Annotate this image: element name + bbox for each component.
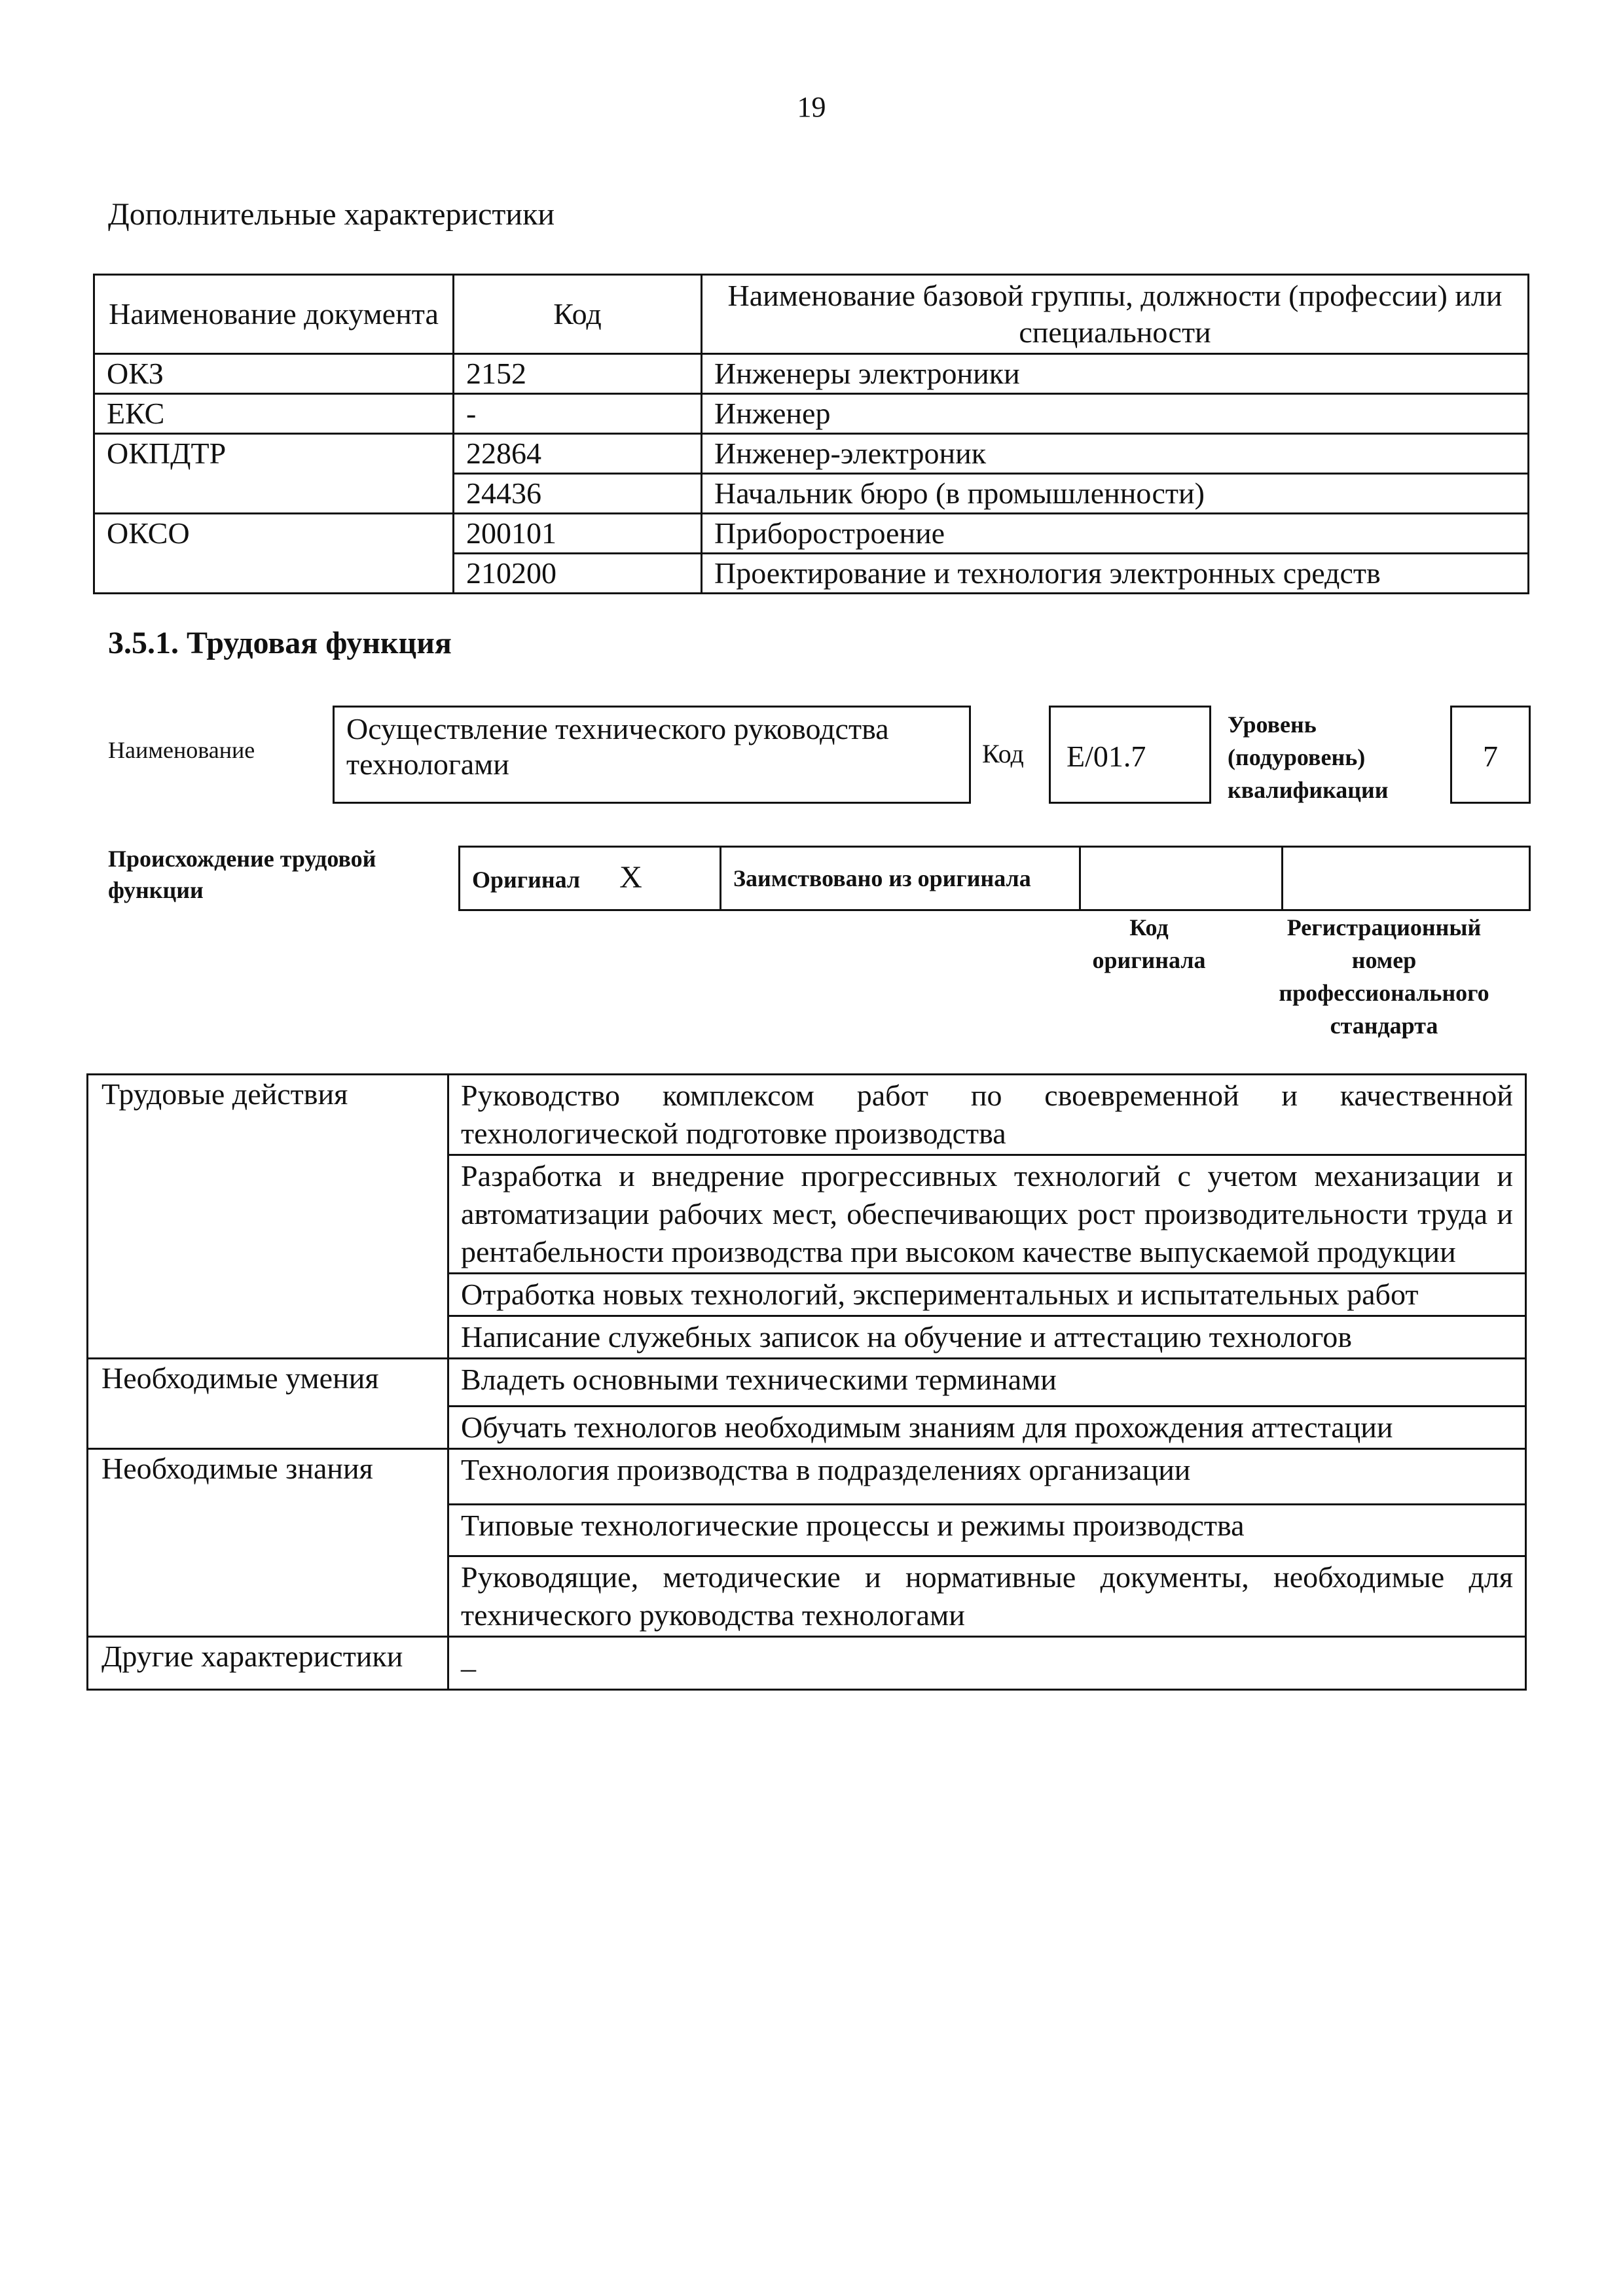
row-doc: ЕКС bbox=[94, 394, 454, 434]
level-label bbox=[1228, 708, 1389, 806]
function-details-table bbox=[86, 1073, 1527, 1691]
row-code: 210200 bbox=[454, 554, 702, 594]
action-item: Руководство комплексом работ по своевременной и качественной технологической подготовке производства bbox=[448, 1075, 1526, 1155]
level-label-line: Уровень bbox=[1228, 711, 1317, 738]
skill-item: Обучать технологов необходимым знаниям для прохождения аттестации bbox=[448, 1407, 1526, 1449]
row-name: Приборостроение bbox=[702, 514, 1529, 554]
caption-line: стандарта bbox=[1330, 1013, 1438, 1039]
original-code-caption bbox=[1061, 911, 1237, 977]
table-row bbox=[88, 1075, 1526, 1155]
level-label-line: (подуровень) bbox=[1228, 744, 1366, 770]
row-code: 200101 bbox=[454, 514, 702, 554]
action-item: Отработка новых технологий, экспериментальных и испытательных работ bbox=[448, 1274, 1526, 1316]
row-name: Инженер-электроник bbox=[702, 434, 1529, 474]
original-code-cell bbox=[1080, 847, 1283, 910]
knowledge-label: Необходимые знания bbox=[88, 1449, 448, 1637]
other-label: Другие характеристики bbox=[88, 1637, 448, 1690]
origin-label-line: функции bbox=[108, 877, 204, 903]
knowledge-item: Типовые технологические процессы и режимы производства bbox=[448, 1505, 1526, 1556]
header-name: Наименование базовой группы, должности (профессии) или специальности bbox=[702, 275, 1529, 354]
caption-line: Код bbox=[1129, 914, 1169, 941]
reg-number-cell bbox=[1283, 847, 1530, 910]
origin-original-label: Оригинал bbox=[472, 866, 581, 893]
row-name: Инженер bbox=[702, 394, 1529, 434]
origin-mark: X bbox=[619, 859, 642, 895]
origin-table bbox=[458, 846, 1531, 911]
caption-line: номер bbox=[1351, 947, 1417, 973]
table-row bbox=[88, 1637, 1526, 1690]
caption-line: профессионального bbox=[1279, 980, 1489, 1006]
header-doc: Наименование документа bbox=[94, 275, 454, 354]
table-row bbox=[88, 1359, 1526, 1407]
code-label: Код bbox=[982, 739, 1024, 768]
row-code: 24436 bbox=[454, 474, 702, 514]
caption-line: Регистрационный bbox=[1286, 914, 1482, 941]
table-header-row bbox=[94, 275, 1529, 354]
origin-label bbox=[108, 843, 376, 906]
table-row bbox=[94, 394, 1529, 434]
function-title: 3.5.1. Трудовая функция bbox=[108, 626, 452, 660]
origin-row bbox=[460, 847, 1530, 910]
row-doc: ОКЗ bbox=[94, 354, 454, 394]
row-name: Начальник бюро (в промышленности) bbox=[702, 474, 1529, 514]
page-number: 19 bbox=[797, 91, 826, 123]
row-name: Проектирование и технология электронных средств bbox=[702, 554, 1529, 594]
action-item: Разработка и внедрение прогрессивных технологий с учетом механизации и автоматизации рабочих мест, обеспечивающих рост производительности труда и рентабельности производства при высоком качестве выпускаемой продукции bbox=[448, 1155, 1526, 1274]
skills-label: Необходимые умения bbox=[88, 1359, 448, 1449]
table-row bbox=[88, 1449, 1526, 1505]
reg-number-caption bbox=[1237, 911, 1531, 1042]
table-row bbox=[94, 354, 1529, 394]
function-code-field: E/01.7 bbox=[1049, 706, 1211, 804]
origin-label-line: Происхождение трудовой bbox=[108, 846, 376, 872]
origin-borrowed-cell: Заимствовано из оригинала bbox=[721, 847, 1080, 910]
row-code: 2152 bbox=[454, 354, 702, 394]
action-item: Написание служебных записок на обучение и аттестацию технологов bbox=[448, 1316, 1526, 1359]
row-code: - bbox=[454, 394, 702, 434]
origin-original-cell bbox=[460, 847, 721, 910]
additional-characteristics-table bbox=[93, 274, 1529, 594]
table-row bbox=[94, 514, 1529, 554]
other-value: _ bbox=[448, 1637, 1526, 1690]
name-label: Наименование bbox=[108, 737, 255, 763]
actions-label: Трудовые действия bbox=[88, 1075, 448, 1359]
skill-item: Владеть основными техническими терминами bbox=[448, 1359, 1526, 1407]
level-label-line: квалификации bbox=[1228, 777, 1389, 803]
knowledge-item: Руководящие, методические и нормативные документы, необходимые для технического руководства технологами bbox=[448, 1556, 1526, 1637]
row-doc: ОКПДТР bbox=[94, 434, 454, 514]
row-code: 22864 bbox=[454, 434, 702, 474]
row-name: Инженеры электроники bbox=[702, 354, 1529, 394]
knowledge-item: Технология производства в подразделениях организации bbox=[448, 1449, 1526, 1505]
function-name-field: Осуществление технического руководства технологами bbox=[333, 706, 971, 804]
header-code: Код bbox=[454, 275, 702, 354]
caption-line: оригинала bbox=[1092, 947, 1206, 973]
row-doc: ОКСО bbox=[94, 514, 454, 594]
table-row bbox=[94, 434, 1529, 474]
section-title: Дополнительные характеристики bbox=[108, 197, 555, 232]
level-value-field: 7 bbox=[1450, 706, 1531, 804]
